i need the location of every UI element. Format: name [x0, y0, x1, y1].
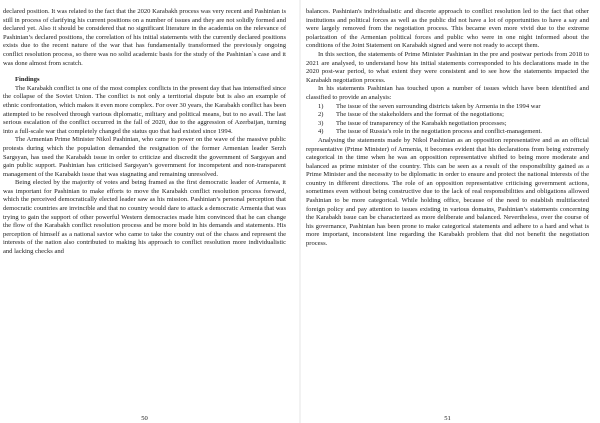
- page-number: 50: [141, 415, 148, 422]
- paragraph: Analysing the statements made by Nikol Pashinian as an opposition representative and as an official representative (Prime Minister) of Armenia, it becomes evident that his declarations from being extremely categorical in the time when he was an opposition representative shifted to being more moderate and balanced as prime minister of the country. This can be seen as a result of the responsibility gained as a Prime Minister and the necessity to be diplomatic in order to ensure and protect the national interests of the country in different directions. The role of an opposition representative criticising government actions, sometimes even without being constructive due to the lack of real responsibilities and obligations allowed Pashinian to be more categorical. While holding office, because of the need to establish multifaceted foreign policy and pay attention to issues existing in various domains, Pashinian’s statements concerning the Karabakh issue can be characterized as more deliberate and balanced. Nevertheless, over the course of his governance, Pashinian has been prone to make categorical statements and adhere to a hard and what is more important, inconsistent line regarding the Karabakh problem that did not benefit the negotiation process.: [306, 136, 589, 248]
- page-number: 51: [444, 415, 451, 422]
- paragraph: balances. Pashinian's individualistic and discrete approach to conflict resolution led to the fact that other institutions and political forces as well as the public did not have a lot of opportunities to have a say and were largely removed from the negotiation process. This became even more vivid due to the extreme polarization of the Armenian political forces and public who were in one night informed about the conditions of the Joint Statement on Karabakh signed and were not ready to accept them.: [306, 8, 589, 50]
- list-item: [306, 120, 589, 129]
- list-item: [306, 111, 589, 120]
- list-item-text: The issue of Russia’s role in the negotiation process and conflict-management.: [336, 128, 542, 136]
- list-item: [306, 128, 589, 137]
- right-page: [306, 8, 589, 423]
- list-number: 1): [318, 102, 324, 110]
- list-item-text: The issue of the seven surrounding districts taken by Armenia in the 1994 war: [336, 102, 541, 110]
- findings-heading: Findings: [15, 76, 40, 84]
- paragraph: Being elected by the majority of votes and being framed as the first democratic leader of Armenia, it was important for Pashinian to make efforts to move the Karabakh conflict resolution process forward, which the perceived democratically elected leader saw as his mission. Pashinian’s personal perception that democratic countries are invincible and that no country would dare to attack a democratic Armenia that was trying to gain the support of other powerful Western democracies made him convinced that he can change the flow of the Karabakh conflict resolution process and be more bold in his demands and statements. His perception of himself as a national savior who came to take the country out of the chaos and represent the interests of the nation also contributed to making his approach to conflict resolution more individualistic and lacking checks and: [3, 179, 286, 256]
- paragraph: In his statements Pashinian has touched upon a number of issues which have been identified and classified to provide an analysis:: [306, 85, 589, 101]
- left-page: [3, 8, 286, 423]
- list-number: 4): [318, 128, 324, 136]
- list-item-text: The issue of transparency of the Karabakh negotiation processes;: [336, 119, 507, 127]
- paragraph: The Karabakh conflict is one of the most complex conflicts in the present day that has intensified since the collapse of the Soviet Union. The conflict is not only a territorial dispute but is also an example of ethnic confrontation, which makes it even more complex. For over 30 years, the Karabakh conflict has been attempted to be resolved through various diplomatic, military and political means, but to no avail. The last serious escalation of the conflict occurred in the fall of 2020, due to the aggression of Azerbaijan, turning into a full-scale war that completely changed the status quo that had existed since 1994.: [3, 84, 286, 135]
- right-page-text: [306, 8, 589, 249]
- paragraph: The Armenian Prime Minister Nikol Pashinian, who came to power on the wave of the massive public protests during which the population demanded the resignation of the former Armenian leader Serzh Sargsyan, has used the Karabakh issue in order to criticize and discredit the government of Sargsyan and gain public support. Pashinian has criticised Sargsyan’s government for incompetent and non-transparent management of the Karabakh issue that was stagnating and remaining unresolved.: [3, 136, 286, 178]
- gutter: [299, 0, 301, 423]
- list-item: [306, 103, 589, 112]
- list-number: 2): [318, 111, 324, 119]
- issue-list: [306, 103, 589, 137]
- list-number: 3): [318, 119, 324, 127]
- paragraph: declared position. It was related to the fact that the 2020 Karabakh process was very recent and Pashinian is still in process of clarifying his current positions on a number of issues and they are not solidly formed and declared yet. Also it should be considered that no significant literature in the academia on the relevance of Pashinian’s declared positions, the correlation of his initial statements with the currently declared positions exists due to the recent nature of the war that has fundamentally transformed the previously ongoing conflict resolution process, so there was no solid academic basis for the study of the Pashinian`s case and it was done almost from scratch.: [3, 8, 286, 67]
- list-item-text: The issue of the stakeholders and the format of the negotiations;: [336, 111, 504, 119]
- left-page-text: [3, 8, 286, 257]
- paragraph: In this section, the statements of Prime Minister Pashinian in the pre and postwar periods from 2018 to 2021 are analysed, to understand how his initial statements corresponded to his declarations made in the 2020 post-war period, to what extent they were consistent and to see how the statements impacted the Karabakh negotiation process.: [306, 50, 589, 84]
